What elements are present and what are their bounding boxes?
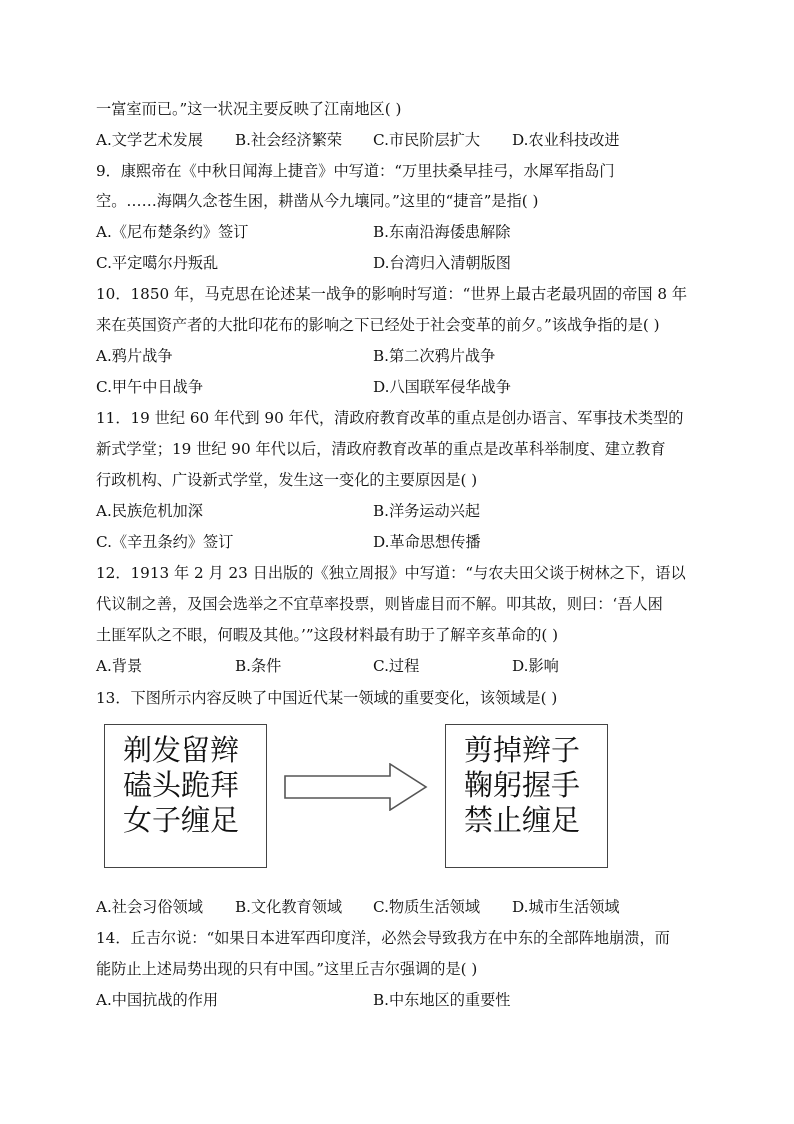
q13-option-b[interactable]: B.文化教育领域 [235, 898, 343, 916]
q12-option-b[interactable]: B.条件 [235, 657, 282, 675]
right-arrow-icon [284, 763, 428, 811]
q12-option-c[interactable]: C.过程 [373, 657, 420, 675]
q11-stem-line-2: 新式学堂；19 世纪 90 年代以后，清政府教育改革的重点是改革科举制度、建立教育 [96, 440, 666, 458]
q11-option-b[interactable]: B.洋务运动兴起 [373, 502, 481, 520]
figure-left-line-1: 剃发留辫 [123, 733, 240, 767]
q12-option-a[interactable]: A.背景 [96, 657, 143, 675]
q8-option-a[interactable]: A.文学艺术发展 [96, 131, 203, 149]
q10-stem-line-1: 10．1850 年，马克思在论述某一战争的影响时写道：“世界上最古老最巩固的帝国 8 年 [96, 285, 688, 303]
q11-stem-line-3: 行政机构、广设新式学堂，发生这一变化的主要原因是( ) [96, 471, 478, 489]
q9-option-a[interactable]: A.《尼布楚条约》签订 [96, 223, 249, 241]
q12-stem-line-2: 代议制之善，及国会选举之不宜草率投票，则皆虚目而不解。叩其故，则曰：‘吾人困 [96, 595, 663, 613]
figure-right-box [445, 724, 608, 868]
q13-stem: 13．下图所示内容反映了中国近代某一领域的重要变化，该领域是( ) [96, 689, 558, 707]
q8-stem-tail: 一富室而已。”这一状况主要反映了江南地区( ) [96, 100, 402, 118]
figure-left-line-2: 磕头跪拜 [123, 768, 240, 802]
q10-option-a[interactable]: A.鸦片战争 [96, 347, 173, 365]
q11-stem-line-1: 11．19 世纪 60 年代到 90 年代，清政府教育改革的重点是创办语言、军事技术类型的 [96, 409, 684, 427]
q12-stem-line-1: 12．1913 年 2 月 23 日出版的《独立周报》中写道：“与农夫田父谈于树林之下，语以 [96, 564, 686, 582]
q9-stem-line-2: 空。……海隅久念苍生困，耕凿从今九壤同。”这里的“捷音”是指( ) [96, 192, 539, 210]
q12-stem-line-3: 土匪军队之不眼，何暇及其他。’”这段材料最有助于了解辛亥革命的( ) [96, 626, 559, 644]
q10-option-c[interactable]: C.甲午中日战争 [96, 378, 204, 396]
q11-option-d[interactable]: D.革命思想传播 [373, 533, 481, 551]
q8-option-d[interactable]: D.农业科技改进 [512, 131, 620, 149]
q12-option-d[interactable]: D.影响 [512, 657, 559, 675]
q13-option-c[interactable]: C.物质生活领域 [373, 898, 481, 916]
q8-option-b[interactable]: B.社会经济繁荣 [235, 131, 343, 149]
figure-left-box [104, 724, 267, 868]
q14-stem-line-2: 能防止上述局势出现的只有中国。”这里丘吉尔强调的是( ) [96, 960, 478, 978]
q11-option-c[interactable]: C.《辛丑条约》签订 [96, 533, 234, 551]
figure-right-line-1: 剪掉辫子 [464, 733, 581, 767]
q8-option-c[interactable]: C.市民阶层扩大 [373, 131, 481, 149]
figure-right-line-2: 鞠躬握手 [464, 768, 581, 802]
q13-option-d[interactable]: D.城市生活领域 [512, 898, 620, 916]
q14-option-b[interactable]: B.中东地区的重要性 [373, 991, 511, 1009]
figure-right-line-3: 禁止缠足 [464, 803, 581, 837]
q14-stem-line-1: 14．丘吉尔说：“如果日本进军西印度洋，必然会导致我方在中东的全部阵地崩溃，而 [96, 929, 670, 947]
q14-option-a[interactable]: A.中国抗战的作用 [96, 991, 219, 1009]
q10-stem-line-2: 来在英国资产者的大批印花布的影响之下已经处于社会变革的前夕。”该战争指的是( ) [96, 316, 660, 334]
q9-option-d[interactable]: D.台湾归入清朝版图 [373, 254, 511, 272]
q9-stem-line-1: 9．康熙帝在《中秋日闻海上捷音》中写道：“万里扶桑早挂弓，水犀军指岛门 [96, 162, 615, 180]
q11-option-a[interactable]: A.民族危机加深 [96, 502, 203, 520]
q13-option-a[interactable]: A.社会习俗领域 [96, 898, 203, 916]
q10-option-d[interactable]: D.八国联军侵华战争 [373, 378, 511, 396]
q9-option-b[interactable]: B.东南沿海倭患解除 [373, 223, 511, 241]
q9-option-c[interactable]: C.平定噶尔丹叛乱 [96, 254, 219, 272]
q10-option-b[interactable]: B.第二次鸦片战争 [373, 347, 496, 365]
figure-left-line-3: 女子缠足 [123, 803, 240, 837]
